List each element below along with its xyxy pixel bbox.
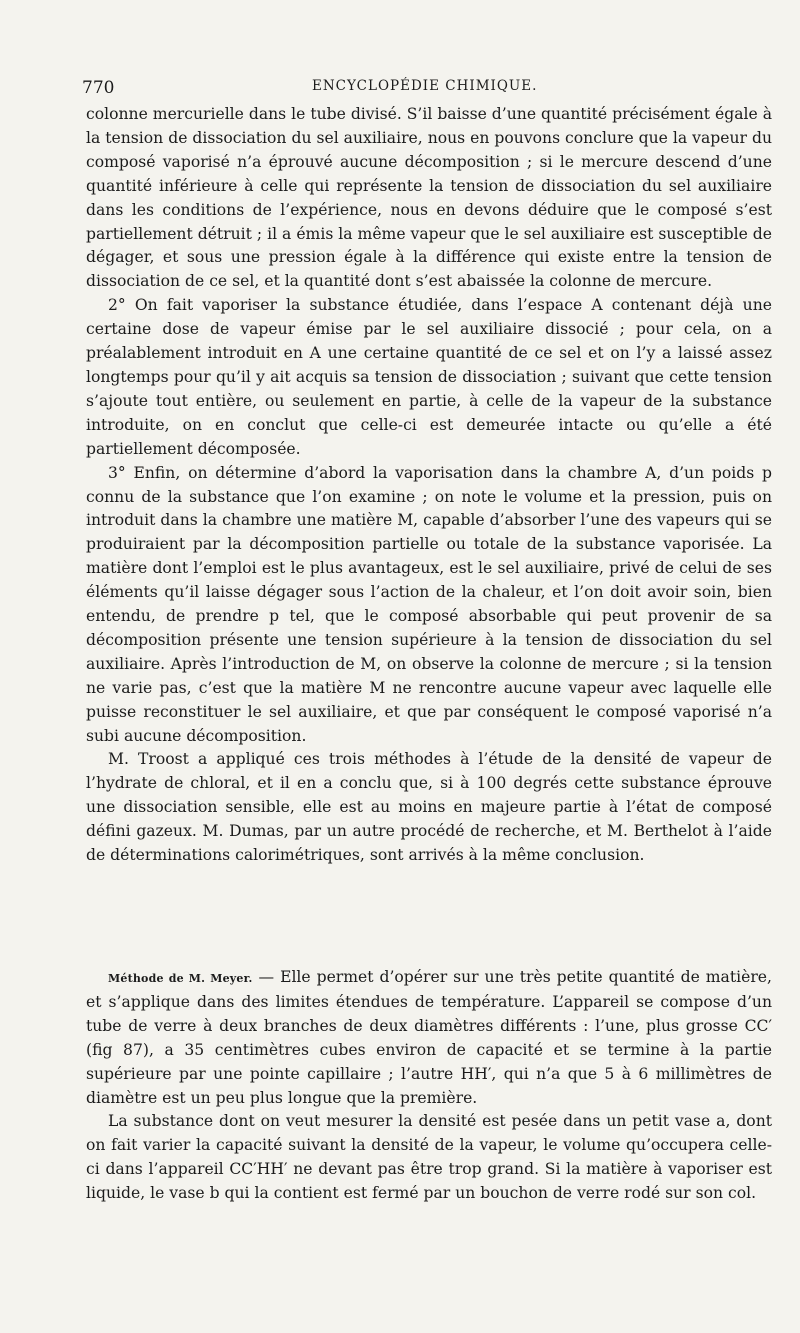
body-text — [86, 103, 772, 868]
section-first-paragraph — [86, 966, 772, 1110]
paragraph-troost: M. Troost a appliqué ces trois méthodes à l’étude de la densité de vapeur de l’hydrate de chloral, et il en a conclu que, si à 100 degrés cette substance éprouve une dissociation sensible, elle est au moins en majeure partie à l’état de composé défini gazeux. M. Dumas, par un autre procédé de recherche, et M. Berthelot à l’aide de déterminations calorimétriques, sont arrivés à la même conclusion. — [86, 750, 772, 865]
paragraph-method-3: 3° Enfin, on détermine d’abord la vaporisation dans la chambre A, d’un poids p connu de la substance que l’on examine ; on note le volume et la pression, puis on introduit dans la chambre une matière M, capable d’absorber l’une des vapeurs qui se produiraient par la décomposition partielle ou totale de la substance vaporisée. La matière dont l’emploi est le plus avantageux, est le sel auxiliaire, privé de celui de ses éléments qu’il laisse dégager sous l’action de la chaleur, et l’on doit avoir soin, bien entendu, de prendre p tel, que le composé absorbable qui peut provenir de sa décomposition présente une tension supérieure à la tension de dissociation du sel auxiliaire. Après l’introduction de M, on observe la colonne de mercure ; si la tension ne varie pas, c’est que la matière M ne rencontre aucune vapeur avec laquelle elle puisse reconstituer le sel auxiliaire, et que par conséquent le composé vaporisé n’a subi aucune décomposition. — [86, 463, 772, 745]
section-heading: Méthode de M. Meyer. — [108, 972, 253, 985]
section-heading-text: — Elle permet d’opérer sur une très petite quantité de matière, et s’applique dans des limites étendues de température. L’appareil se compose d’un tube de verre à deux branches de deux diamètres différents : l’une, plus grosse CC′ (fig 87), a 35 centimètres cubes environ de capacité et se termine à la partie supérieure par une pointe capillaire ; l’autre HH′, qui n’a que 5 à 6 millimètres de diamètre est un peu plus longue que la première. — [86, 968, 772, 1107]
meyer-method-section — [86, 966, 772, 1206]
paragraph-method-2: 2° On fait vaporiser la substance étudiée, dans l’espace A contenant déjà une certaine dose de vapeur émise par le sel auxiliaire dissocié ; pour cela, on a préalablement introduit en A une certaine quantité de ce sel et on l’y a laissé assez longtemps pour qu’il y ait acquis sa tension de dissociation ; suivant que cette tension s’ajoute tout entière, ou seulement en partie, à celle de la vapeur de la substance introduite, on en conclut que celle-ci est demeurée intacte ou qu’elle a été partiellement décomposée. — [86, 296, 772, 458]
running-title: ENCYCLOPÉDIE CHIMIQUE. — [312, 78, 538, 94]
page-header — [82, 78, 772, 100]
section-paragraph: La substance dont on veut mesurer la densité est pesée dans un petit vase a, dont on fait varier la capacité suivant la densité de la vapeur, le volume qu’occupera celle-ci dans l’appareil CC′HH′ ne devant pas être trop grand. Si la matière à vaporiser est liquide, le vase b qui la contient est fermé par un bouchon de verre rodé sur son col. — [86, 1112, 772, 1203]
paragraph-continuation: colonne mercurielle dans le tube divisé. S’il baisse d’une quantité précisément égale à la tension de dissociation du sel auxiliaire, nous en pouvons conclure que la vapeur du composé vaporisé n’a éprouvé aucune décomposition ; si le mercure descend d’une quantité inférieure à celle qui représente la tension de dissociation du sel auxiliaire dans les conditions de l’expérience, nous en devons déduire que le composé s’est partiellement détruit ; il a émis la même vapeur que le sel auxiliaire est susceptible de dégager, et sous une pression égale à la différence qui existe entre la tension de dissociation de ce sel, et la quantité dont s’est abaissée la colonne de mercure. — [86, 105, 772, 291]
page-number: 770 — [82, 78, 115, 98]
